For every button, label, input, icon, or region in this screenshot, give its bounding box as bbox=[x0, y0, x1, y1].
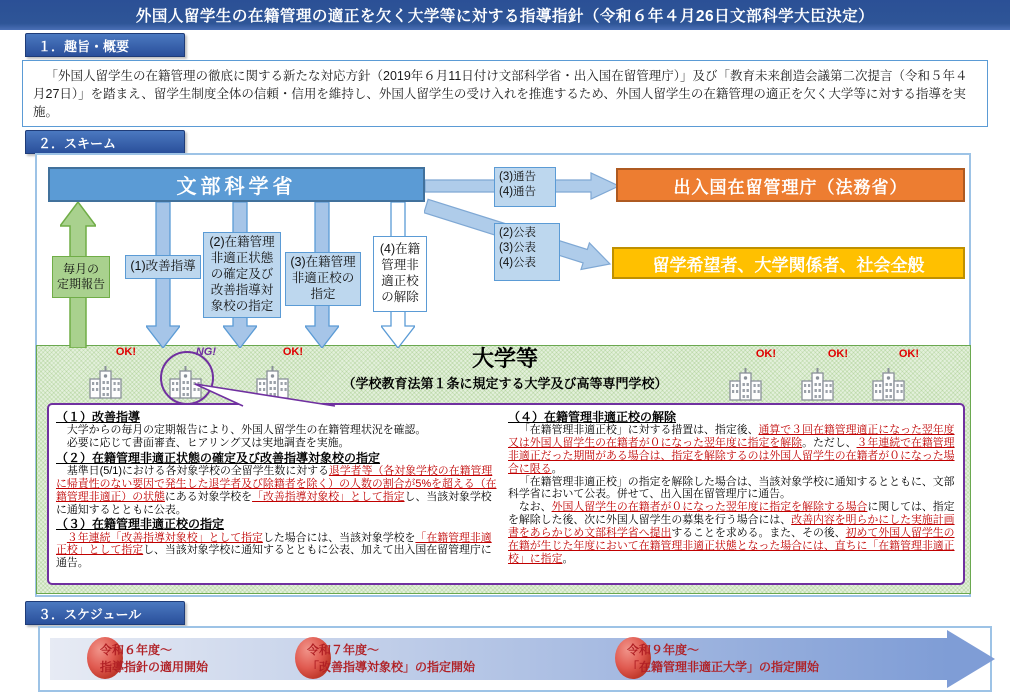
section-tab-overview: １．趣旨・概要 bbox=[25, 33, 185, 57]
overview-box bbox=[22, 60, 988, 127]
building-status-label: OK! bbox=[827, 348, 848, 360]
section-tab-schedule: ３．スケジュール bbox=[25, 601, 185, 625]
page-title: 外国人留学生の在籍管理の適正を欠く大学等に対する指導指針（令和６年４月26日文部科学大臣決定） bbox=[0, 0, 1010, 30]
building-status-label: NG! bbox=[195, 346, 216, 358]
measures-left-column: （１）改善指導 大学からの毎月の定期報告により、外国人留学生の在籍管理状況を確認。 必要に応じて書面審査、ヒアリング又は実地調査を実施。 （２）在籍管理非適正状態の確定及び改善指導対象校の指定 基準日(5/1)における各対象学校の全留学生数に対する退学者等（各対象学校の在籍管理に帰責性のない要因で発生した退学者及び除籍者を除く）の人数の割合が5%を超える（在籍管理非適正）の状態にある対象学校を「改善指導対象校」として指定し、当該対象学校に通知するとともに公表。 （３）在籍管理非適正校の指定 ３年連続「改善指導対象校」として指定した場合には、当該対象学校を「在籍管理非適正校」として指定し、当該対象学校に通知するとともに公表、加えて出入国在留管理庁に通告。 bbox=[56, 410, 497, 570]
section-tab-scheme: ２．スキーム bbox=[25, 130, 185, 154]
milestone-year: 令和９年度～ bbox=[627, 643, 700, 657]
monthly-report-label: 毎月の 定期報告 bbox=[52, 256, 110, 298]
building-status-label: OK! bbox=[115, 346, 136, 358]
universities-heading bbox=[330, 347, 680, 392]
callout-pointer bbox=[185, 383, 345, 407]
university-building bbox=[790, 348, 848, 404]
milestone-reiwa6 bbox=[100, 642, 208, 676]
public-audience-box: 留学希望者、大学関係者、社会全般 bbox=[612, 247, 965, 279]
mext-box: 文部科学省 bbox=[48, 167, 425, 202]
flow-label-improper-school: (3)在籍管理 非適正校の 指定 bbox=[285, 252, 361, 306]
milestone-desc: 「改善指導対象校」の指定開始 bbox=[307, 659, 476, 674]
building-status-label: OK! bbox=[282, 346, 303, 358]
publish-label: (2)公表 (3)公表 (4)公表 bbox=[494, 223, 560, 281]
overview-text: 「外国人留学生の在籍管理の徹底に関する新たな対応方針（2019年６月11日付け文部科学省・出入国在留管理庁）」及び「教育未来創造会議第二次提言（令和５年４月27日）」を踏まえ、留学生制度全体の信頼・信用を維持し、外国人留学生の受け入れを推進するため、外国人留学生の在籍管理の適正を欠く大学等に対する指導を実施。 bbox=[33, 69, 968, 120]
measures-right-column: （４）在籍管理非適正校の解除 「在籍管理非適正校」に対する措置は、指定後、通算で３回在籍管理適正になった翌年度又は外国人留学生の在籍者が０になった翌年度に指定を解除。ただし、３年連続で在籍管理非適正だった期間がある場合は、指定を解除するのは外国人留学生の在籍者が０になった場合に限る。 「在籍管理非適正校」の指定を解除した場合は、当該対象学校に通知するとともに、文部科学省において公表。併せて、出入国在留管理庁に通告。 なお、外国人留学生の在籍者が０になった翌年度に指定を解除する場合に関しては、指定を解除した後、次に外国人留学生の募集を行う場合には、改善内容を明らかにした実施計画書をあらかじめ文部科学省へ提出することを求める。また、その後、初めて外国人留学生の在籍が生じた年度において在籍管理非適正状態となった場合には、直ちに「在籍管理非適正校」に指定。 bbox=[508, 410, 955, 565]
building-status-label: OK! bbox=[755, 348, 776, 360]
university-building-icon bbox=[870, 366, 907, 402]
flow-label-improvement-guidance: (1)改善指導 bbox=[125, 255, 201, 279]
milestone-reiwa7 bbox=[307, 642, 475, 676]
university-building-icon bbox=[87, 364, 124, 400]
immigration-agency-box: 出入国在留管理庁（法務省） bbox=[616, 168, 965, 202]
milestone-reiwa9 bbox=[627, 642, 819, 676]
building-status-label: OK! bbox=[898, 348, 919, 360]
university-building-icon bbox=[799, 366, 836, 402]
milestone-desc: 指導指針の適用開始 bbox=[100, 659, 209, 674]
flow-label-release: (4)在籍 管理非 適正校 の解除 bbox=[373, 236, 427, 312]
university-building-icon bbox=[727, 366, 764, 402]
notice-label: (3)通告 (4)通告 bbox=[494, 167, 556, 207]
university-building bbox=[78, 346, 136, 402]
milestone-year: 令和７年度～ bbox=[307, 643, 380, 657]
milestone-desc: 「在籍管理非適正大学」の指定開始 bbox=[627, 659, 820, 674]
university-building bbox=[718, 348, 776, 404]
flow-label-improper-state: (2)在籍管理 非適正状態 の確定及び 改善指導対 象校の指定 bbox=[203, 232, 281, 318]
universities-title: 大学等 bbox=[471, 346, 538, 371]
university-building bbox=[861, 348, 919, 404]
milestone-year: 令和６年度～ bbox=[100, 643, 173, 657]
universities-subtitle: （学校教育法第１条に規定する大学及び高等専門学校） bbox=[342, 376, 668, 392]
